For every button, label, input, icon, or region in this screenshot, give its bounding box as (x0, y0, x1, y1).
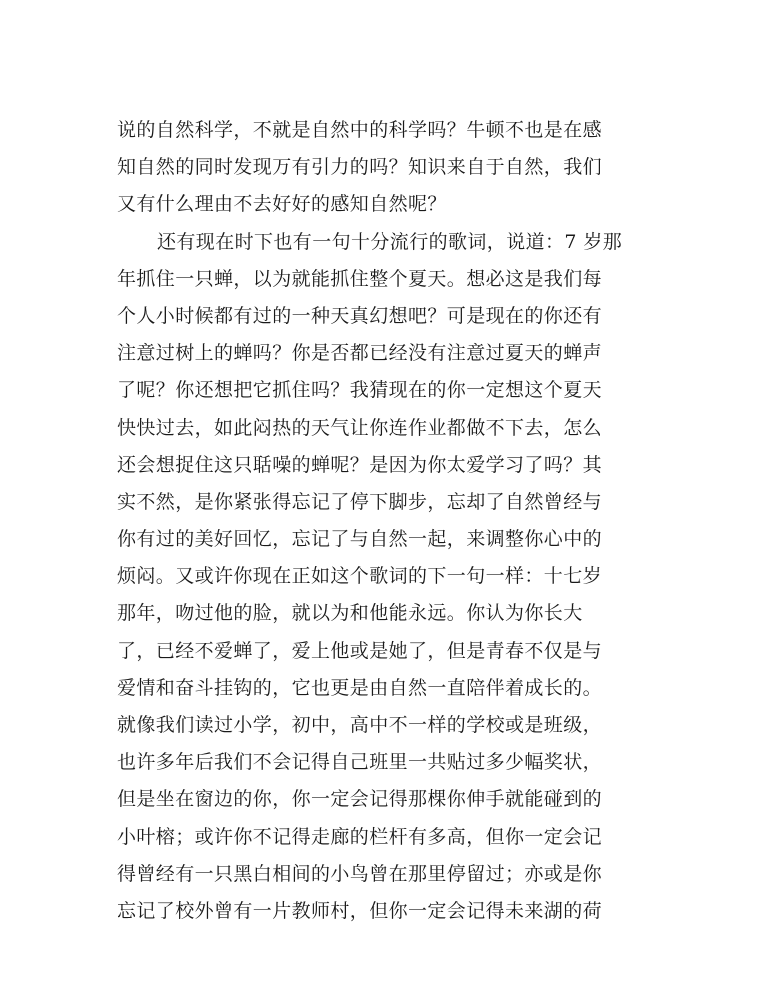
text-line: 实不然，是你紧张得忘记了停下脚步，忘却了自然曾经与 (117, 490, 603, 513)
text-line: 说的自然科学，不就是自然中的科学吗？牛顿不也是在感 (117, 119, 603, 141)
article-body (117, 112, 657, 930)
text-line: 你有过的美好回忆，忘记了与自然一起，来调整你心中的 (117, 528, 603, 551)
text-line: 还会想捉住这只聒噪的蝉呢？是因为你太爱学习了吗？其 (117, 453, 603, 476)
text-line: 年抓住一只蝉，以为就能抓住整个夏天。想必这是我们每 (117, 267, 603, 290)
text-line: 忘记了校外曾有一片教师村，但你一定会记得未来湖的荷 (117, 899, 603, 922)
text-line: 又有什么理由不去好好的感知自然呢？ (117, 193, 447, 216)
text-line: 就像我们读过小学，初中，高中不一样的学校或是班级， (117, 714, 603, 736)
text-line: 那年，吻过他的脸，就以为和他能永远。你认为你长大 (117, 602, 583, 625)
text-line: 小叶榕；或许你不记得走廊的栏杆有多高，但你一定会记 (117, 825, 603, 848)
text-line: 烦闷。又或许你现在正如这个歌词的下一句一样：十七岁 (117, 565, 603, 588)
text-line: 注意过树上的蝉吗？你是否都已经没有注意过夏天的蝉声 (117, 342, 603, 365)
paragraph-first-line: 还有现在时下也有一句十分流行的歌词，说道：7 岁那 (157, 230, 623, 253)
text-line: 快快过去，如此闷热的天气让你连作业都做不下去，怎么 (117, 416, 603, 439)
text-line: 个人小时候都有过的一种天真幻想吧？可是现在的你还有 (117, 304, 603, 327)
text-line: 得曾经有一只黑白相间的小鸟曾在那里停留过；亦或是你 (117, 862, 603, 885)
text-line: 了呢？你还想把它抓住吗？我猜现在的你一定想这个夏天 (117, 379, 603, 402)
text-line: 但是坐在窗边的你，你一定会记得那棵你伸手就能碰到的 (117, 788, 603, 811)
text-line: 爱情和奋斗挂钩的，它也更是由自然一直陪伴着成长的。 (117, 676, 603, 699)
text-line: 也许多年后我们不会记得自己班里一共贴过多少幅奖状， (117, 751, 603, 774)
text-line: 了，已经不爱蝉了，爱上他或是她了，但是青春不仅是与 (117, 639, 603, 662)
text-line: 知自然的同时发现万有引力的吗？知识来自于自然，我们 (117, 156, 603, 179)
